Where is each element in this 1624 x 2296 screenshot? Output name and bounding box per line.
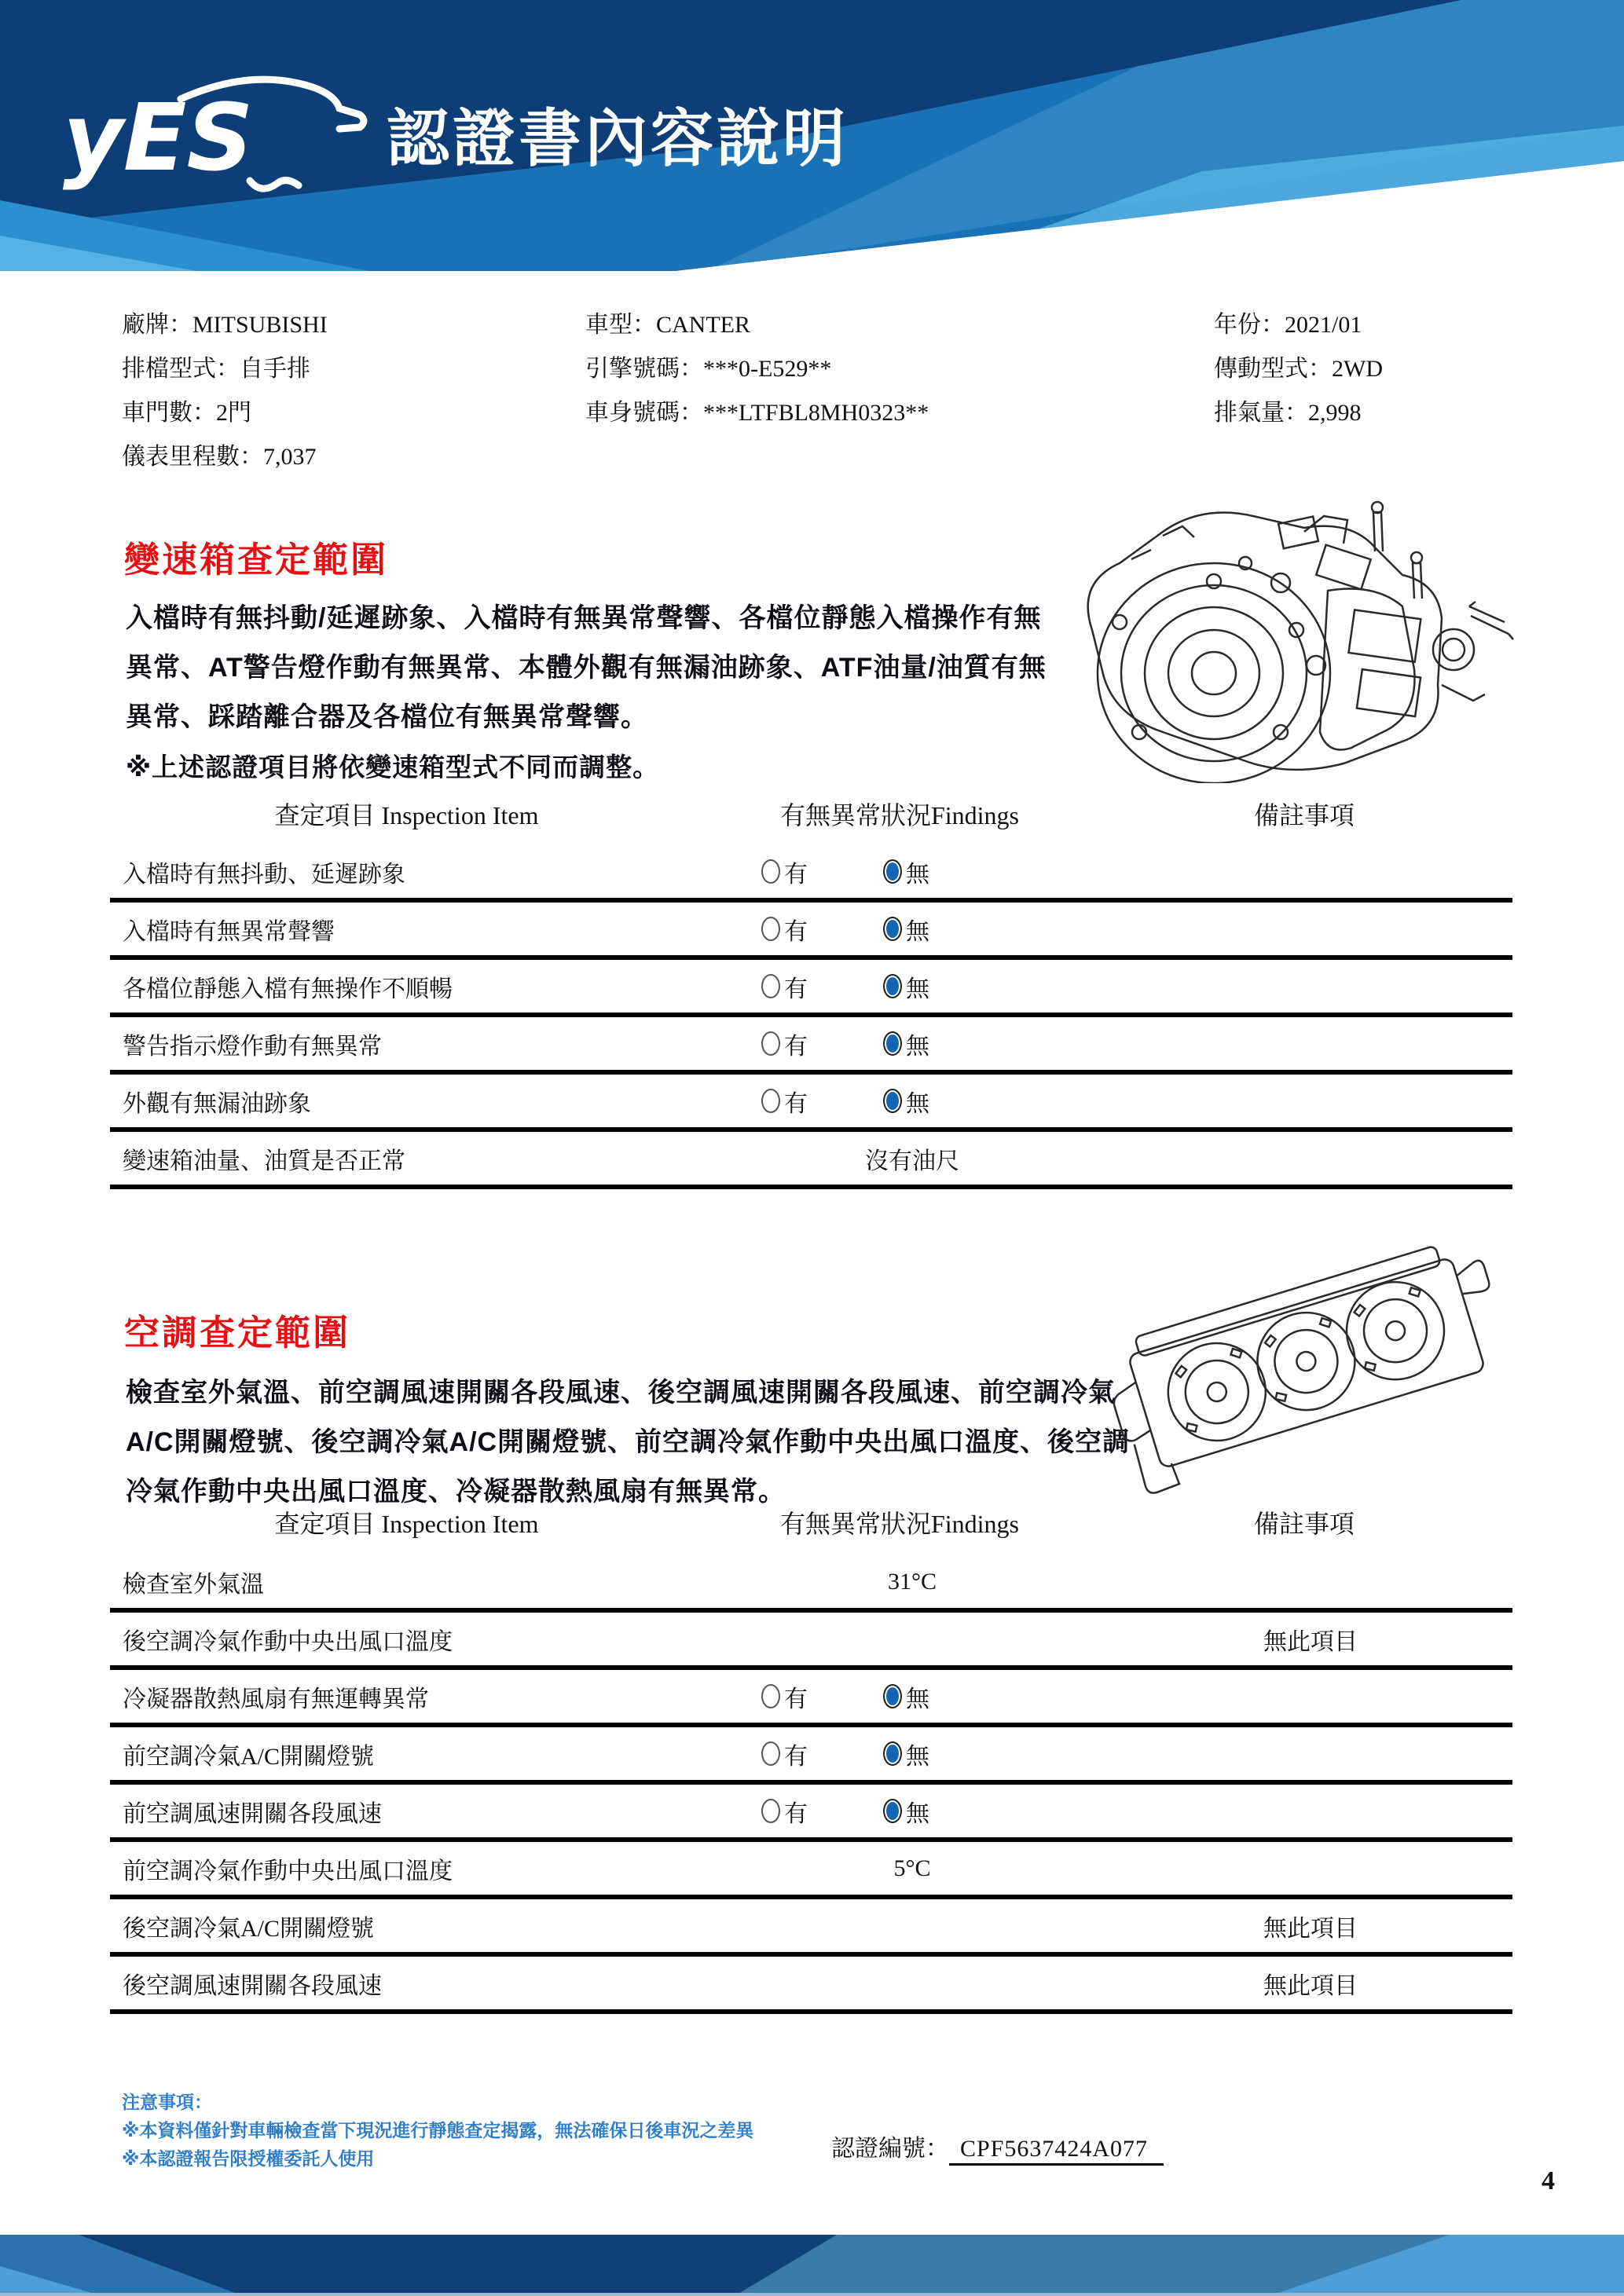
info-line: 年份：2021/01: [1214, 312, 1362, 338]
inspection-item-label: 冷凝器散熱風扇有無運轉異常: [123, 1686, 429, 1712]
footer-band-shapes: [0, 2235, 1624, 2296]
radio-option-yes[interactable]: [761, 969, 808, 1004]
radio-option-no[interactable]: [883, 969, 929, 1004]
inspection-item-label: 前空調冷氣作動中央出風口溫度: [123, 1858, 453, 1884]
radio-label-no: 無: [906, 1686, 929, 1712]
radio-option-yes[interactable]: [761, 912, 808, 947]
radio-selected-icon[interactable]: [883, 1684, 902, 1708]
col-header-findings: 有無異常狀況Findings: [779, 1510, 1020, 1538]
inspection-item-label: 前空調風速開關各段風速: [123, 1800, 382, 1827]
radio-label-no: 無: [906, 861, 929, 888]
table-row: [110, 1785, 1512, 1842]
table-row: [110, 1075, 1512, 1132]
radio-label-no: 無: [906, 1090, 929, 1117]
radio-label-yes: 有: [784, 1033, 808, 1060]
section-description-transmission: [126, 594, 1069, 792]
table-row: [110, 903, 1512, 960]
radio-unselected-icon[interactable]: [761, 1089, 780, 1113]
transmission-table: [110, 782, 1512, 1189]
inspection-item-label: 外觀有無漏油跡象: [123, 1090, 311, 1117]
radio-label-no: 無: [906, 1800, 929, 1827]
yes-logo-text: yES: [63, 83, 254, 192]
radio-label-no: 無: [906, 976, 929, 1002]
findings-cell: [716, 1027, 1109, 1061]
info-line: 傳動型式：2WD: [1214, 356, 1383, 382]
findings-cell: [716, 1794, 1109, 1829]
radio-selected-icon[interactable]: [883, 1089, 902, 1113]
radio-option-yes[interactable]: [761, 1084, 808, 1119]
radio-unselected-icon[interactable]: [761, 1741, 780, 1766]
remark-text: 無此項目: [1263, 1972, 1358, 1999]
inspection-item-label: 後空調冷氣作動中央出風口溫度: [123, 1628, 453, 1655]
remark-text: 無此項目: [1263, 1915, 1358, 1942]
finding-text: 沒有油尺: [865, 1148, 959, 1174]
table-row: [110, 845, 1512, 903]
transmission-note-text: ※上述認證項目將依變速箱型式不同而調整。: [126, 753, 660, 782]
radio-label-yes: 有: [784, 918, 808, 945]
notes-title: 注意事項：: [122, 2092, 212, 2112]
info-line: 排檔型式：自手排: [122, 356, 310, 382]
radio-unselected-icon[interactable]: [761, 1799, 780, 1823]
note-line: ※本認證報告限授權委託人使用: [122, 2148, 375, 2169]
col-header-remarks: 備註事項: [1253, 801, 1355, 829]
info-line: 儀表里程數：7,037: [122, 444, 317, 470]
info-line: 廠牌：MITSUBISHI: [122, 312, 328, 338]
note-line: ※本資料僅針對車輛檢查當下現況進行靜態查定揭露，無法確保日後車況之差異: [122, 2120, 754, 2140]
info-line: 車型：CANTER: [585, 312, 750, 338]
info-line: 引擎號碼：***0-E529**: [585, 356, 832, 382]
certificate-number-label: 認證編號：: [831, 2136, 949, 2162]
radio-option-no[interactable]: [883, 912, 929, 947]
inspection-item-label: 警告指示燈作動有無異常: [123, 1033, 382, 1060]
col-header-findings: 有無異常狀況Findings: [779, 801, 1020, 829]
aircon-description-text: 檢查室外氣溫、前空調風速開關各段風速、後空調風速開關各段風速、前空調冷氣A/C開關燈號、後空調冷氣A/C開關燈號、前空調冷氣作動中央出風口溫度、後空調冷氣作動中央出風口溫度、冷凝器散熱風扇有無異常。: [126, 1378, 1131, 1507]
radio-label-yes: 有: [784, 1743, 808, 1770]
radio-option-no[interactable]: [883, 1084, 929, 1119]
radio-unselected-icon[interactable]: [761, 917, 780, 941]
remark-cell: [1109, 1966, 1512, 2001]
col-header-inspection-item: 查定項目 Inspection Item: [274, 801, 539, 829]
vehicle-info-col1: [122, 303, 328, 479]
info-line: 排氣量：2,998: [1214, 400, 1362, 426]
table-header-row: [110, 782, 1512, 845]
table-row: [110, 1017, 1512, 1075]
inspection-item-label: 入檔時有無異常聲響: [123, 918, 335, 945]
radio-selected-icon[interactable]: [883, 859, 902, 884]
certificate-number-value: CPF5637424A077: [949, 2136, 1164, 2166]
radio-option-no[interactable]: [883, 1737, 929, 1771]
radio-selected-icon[interactable]: [883, 1799, 902, 1823]
radio-option-no[interactable]: [883, 1679, 929, 1714]
radio-unselected-icon[interactable]: [761, 974, 780, 998]
yes-logo-graphic: [63, 69, 377, 203]
info-line: 車身號碼：***LTFBL8MH0323**: [585, 400, 929, 426]
vehicle-info-col3: [1214, 303, 1383, 435]
radio-option-no[interactable]: [883, 1027, 929, 1061]
radio-selected-icon[interactable]: [883, 917, 902, 941]
table-row: [110, 1727, 1512, 1785]
finding-text: 31°C: [887, 1568, 937, 1595]
transmission-illustration: [1045, 489, 1524, 783]
section-heading-transmission: 變速箱查定範圍: [124, 540, 389, 580]
aircon-table: [110, 1489, 1512, 2014]
radio-unselected-icon[interactable]: [761, 1684, 780, 1708]
radio-unselected-icon[interactable]: [761, 1031, 780, 1056]
table-row: [110, 1613, 1512, 1670]
col-header-inspection-item: 查定項目 Inspection Item: [274, 1510, 539, 1538]
radio-label-yes: 有: [784, 1686, 808, 1712]
radio-label-no: 無: [906, 1033, 929, 1060]
page-title: 認證書內容說明: [387, 104, 849, 174]
radio-selected-icon[interactable]: [883, 1031, 902, 1056]
yes-logo: [63, 69, 377, 203]
remark-cell: [1109, 1622, 1512, 1657]
radio-selected-icon[interactable]: [883, 1741, 902, 1766]
radio-option-no[interactable]: [883, 1794, 929, 1829]
radio-option-yes[interactable]: [761, 1679, 808, 1714]
footer-band: [0, 2235, 1624, 2296]
table-header-row: [110, 1489, 1512, 1555]
remark-text: 無此項目: [1263, 1628, 1358, 1655]
radio-option-yes[interactable]: [761, 1794, 808, 1829]
inspection-item-label: 後空調冷氣A/C開關燈號: [123, 1915, 375, 1942]
radio-label-yes: 有: [784, 1800, 808, 1827]
page-number: 4: [1542, 2166, 1555, 2195]
radio-label-yes: 有: [784, 976, 808, 1002]
certificate-number-line: [831, 2129, 1164, 2163]
inspection-item-label: 前空調冷氣A/C開關燈號: [123, 1743, 375, 1770]
section-heading-aircon: 空調查定範圍: [124, 1313, 351, 1353]
inspection-item-label: 入檔時有無抖動、延遲跡象: [123, 861, 405, 888]
vehicle-info-col2: [585, 303, 929, 435]
table-row: [110, 1842, 1512, 1899]
radio-label-yes: 有: [784, 861, 808, 888]
table-row: [110, 1132, 1512, 1189]
page-header: [0, 0, 1624, 271]
radio-option-yes[interactable]: [761, 855, 808, 889]
inspection-item-label: 變速箱油量、油質是否正常: [123, 1148, 405, 1174]
footer-notes: [122, 2088, 753, 2173]
table-row: [110, 1670, 1512, 1727]
inspection-item-label: 各檔位靜態入檔有無操作不順暢: [123, 976, 453, 1002]
findings-cell: [716, 1855, 1109, 1882]
aircon-panel-illustration: [1094, 1214, 1523, 1508]
table-row: [110, 1957, 1512, 2014]
finding-text: 5°C: [893, 1855, 931, 1881]
radio-label-no: 無: [906, 1743, 929, 1770]
radio-option-no[interactable]: [883, 855, 929, 889]
table-row: [110, 1899, 1512, 1957]
remark-cell: [1109, 1909, 1512, 1943]
radio-label-no: 無: [906, 918, 929, 945]
findings-cell: [716, 1141, 1109, 1176]
table-row: [110, 960, 1512, 1017]
info-line: 車門數：2門: [122, 400, 251, 426]
radio-label-yes: 有: [784, 1090, 808, 1117]
findings-cell: [716, 1679, 1109, 1714]
col-header-remarks: 備註事項: [1253, 1510, 1355, 1538]
findings-cell: [716, 1084, 1109, 1119]
findings-cell: [716, 969, 1109, 1004]
table-row: [110, 1555, 1512, 1613]
radio-selected-icon[interactable]: [883, 974, 902, 998]
transmission-description-text: 入檔時有無抖動/延遲跡象、入檔時有無異常聲響、各檔位靜態入檔操作有無異常、AT警告燈作動有無異常、本體外觀有無漏油跡象、ATF油量/油質有無異常、踩踏離合器及各檔位有無異常聲響。: [126, 603, 1047, 732]
findings-cell: [716, 912, 1109, 947]
findings-cell: [716, 855, 1109, 889]
car-wheel-swoosh-icon: [250, 180, 299, 189]
findings-cell: [716, 1737, 1109, 1771]
radio-option-yes[interactable]: [761, 1737, 808, 1771]
inspection-item-label: 檢查室外氣溫: [123, 1571, 264, 1598]
findings-cell: [716, 1569, 1109, 1595]
radio-option-yes[interactable]: [761, 1027, 808, 1061]
inspection-item-label: 後空調風速開關各段風速: [123, 1972, 382, 1999]
radio-unselected-icon[interactable]: [761, 859, 780, 884]
